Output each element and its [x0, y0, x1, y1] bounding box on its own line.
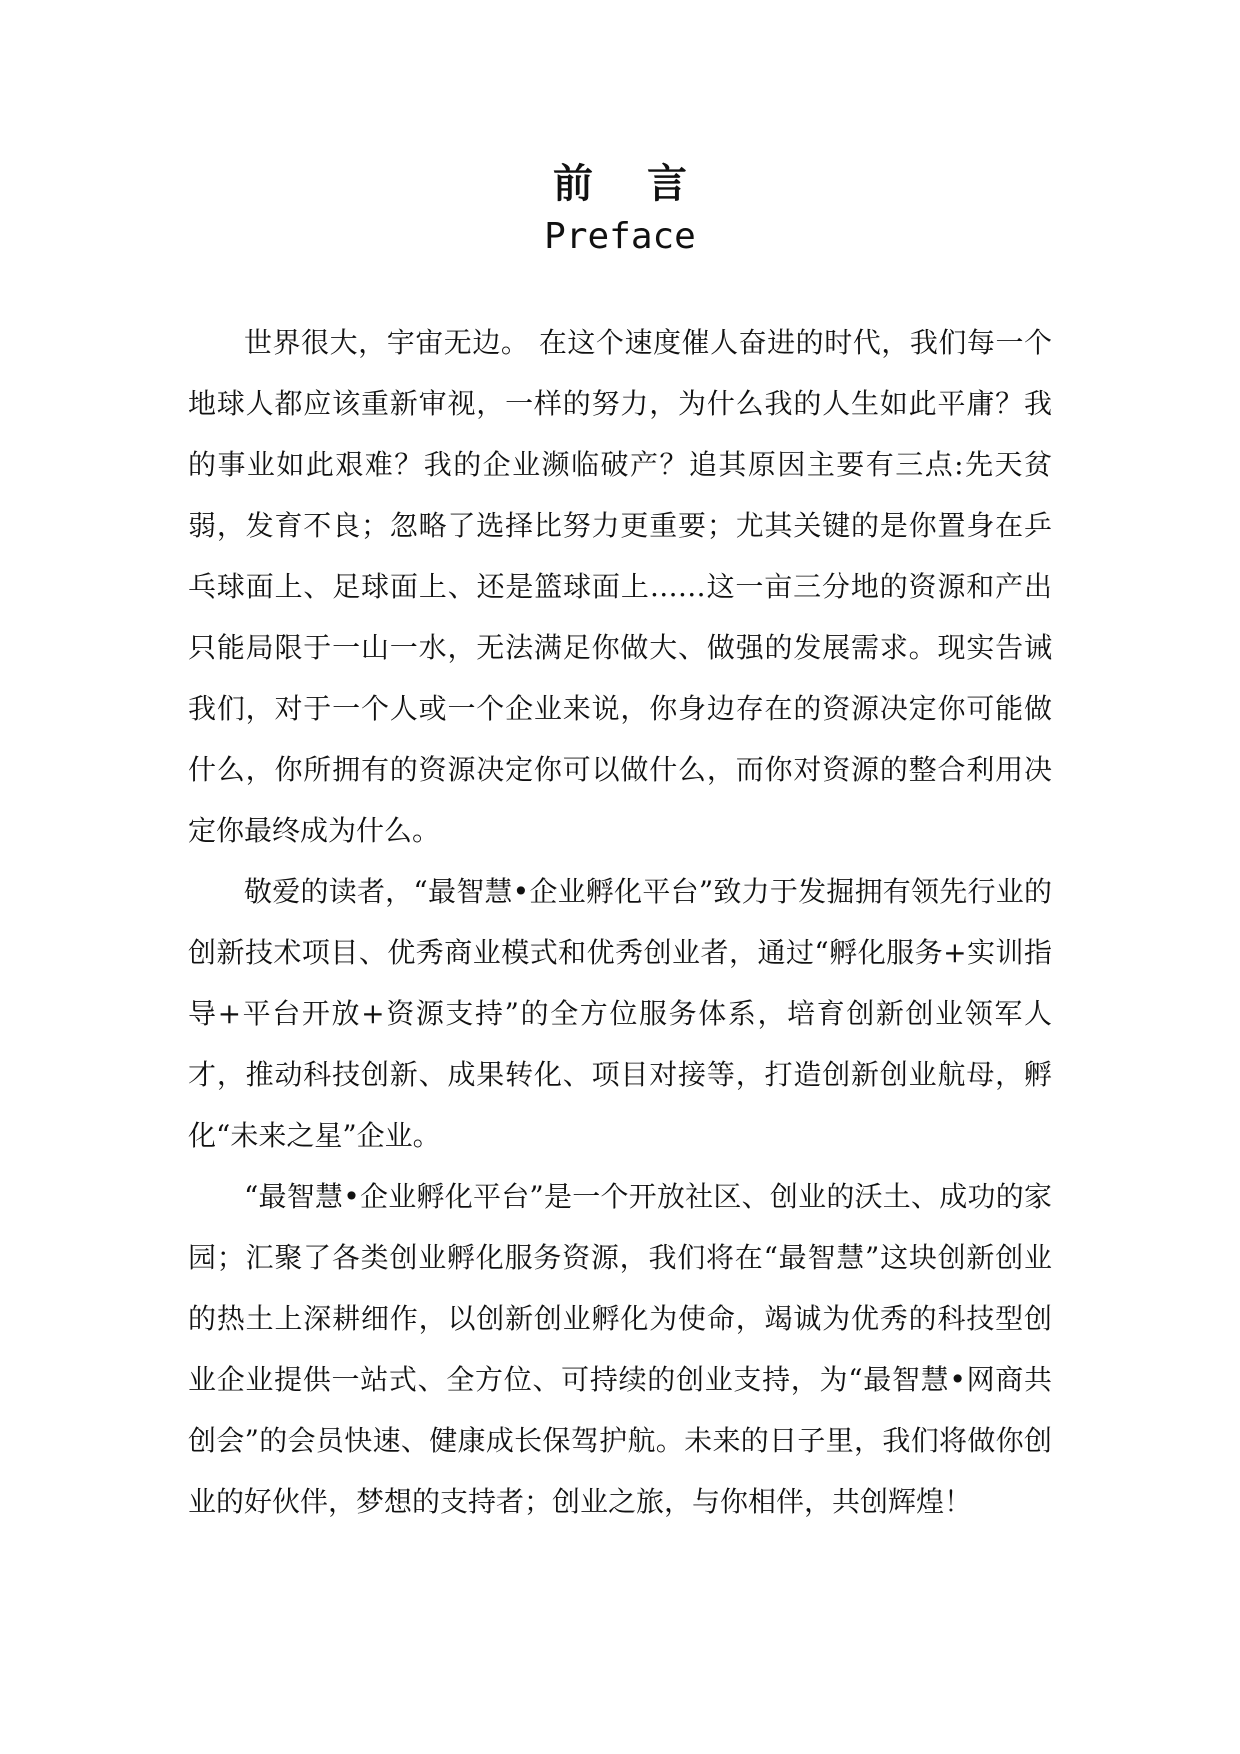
preface-body — [188, 312, 1052, 1532]
page-subtitle: Preface — [544, 216, 696, 257]
paragraph-2: 敬爱的读者，“最智慧•企业孵化平台”致力于发掘拥有领先行业的创新技术项目、优秀商业模式和优秀创业者，通过“孵化服务+实训指导+平台开放+资源支持”的全方位服务体系，培育创新创业领军人才，推动科技创新、成果转化、项目对接等，打造创新创业航母，孵化“未来之星”企业。 — [188, 875, 1052, 1152]
page-title: 前 言 — [553, 161, 707, 207]
paragraph-1: 世界很大，宇宙无边。 在这个速度催人奋进的时代，我们每一个地球人都应该重新审视，一样的努力，为什么我的人生如此平庸？我的事业如此艰难？我的企业濒临破产？追其原因主要有三点:先天贫弱，发育不良；忽略了选择比努力更重要；尤其关键的是你置身在乒乓球面上、足球面上、还是篮球面上……这一亩三分地的资源和产出只能局限于一山一水，无法满足你做大、做强的发展需求。现实告诫我们，对于一个人或一个企业来说，你身边存在的资源决定你可能做什么，你所拥有的资源决定你可以做什么，而你对资源的整合利用决定你最终成为什么。 — [188, 326, 1052, 847]
paragraph-3: “最智慧•企业孵化平台”是一个开放社区、创业的沃土、成功的家园；汇聚了各类创业孵化服务资源，我们将在“最智慧”这块创新创业的热土上深耕细作，以创新创业孵化为使命，竭诚为优秀的科技型创业企业提供一站式、全方位、可持续的创业支持，为“最智慧•网商共创会”的会员快速、健康成长保驾护航。未来的日子里，我们将做你创业的好伙伴，梦想的支持者；创业之旅，与你相伴，共创辉煌！ — [188, 1180, 1052, 1518]
